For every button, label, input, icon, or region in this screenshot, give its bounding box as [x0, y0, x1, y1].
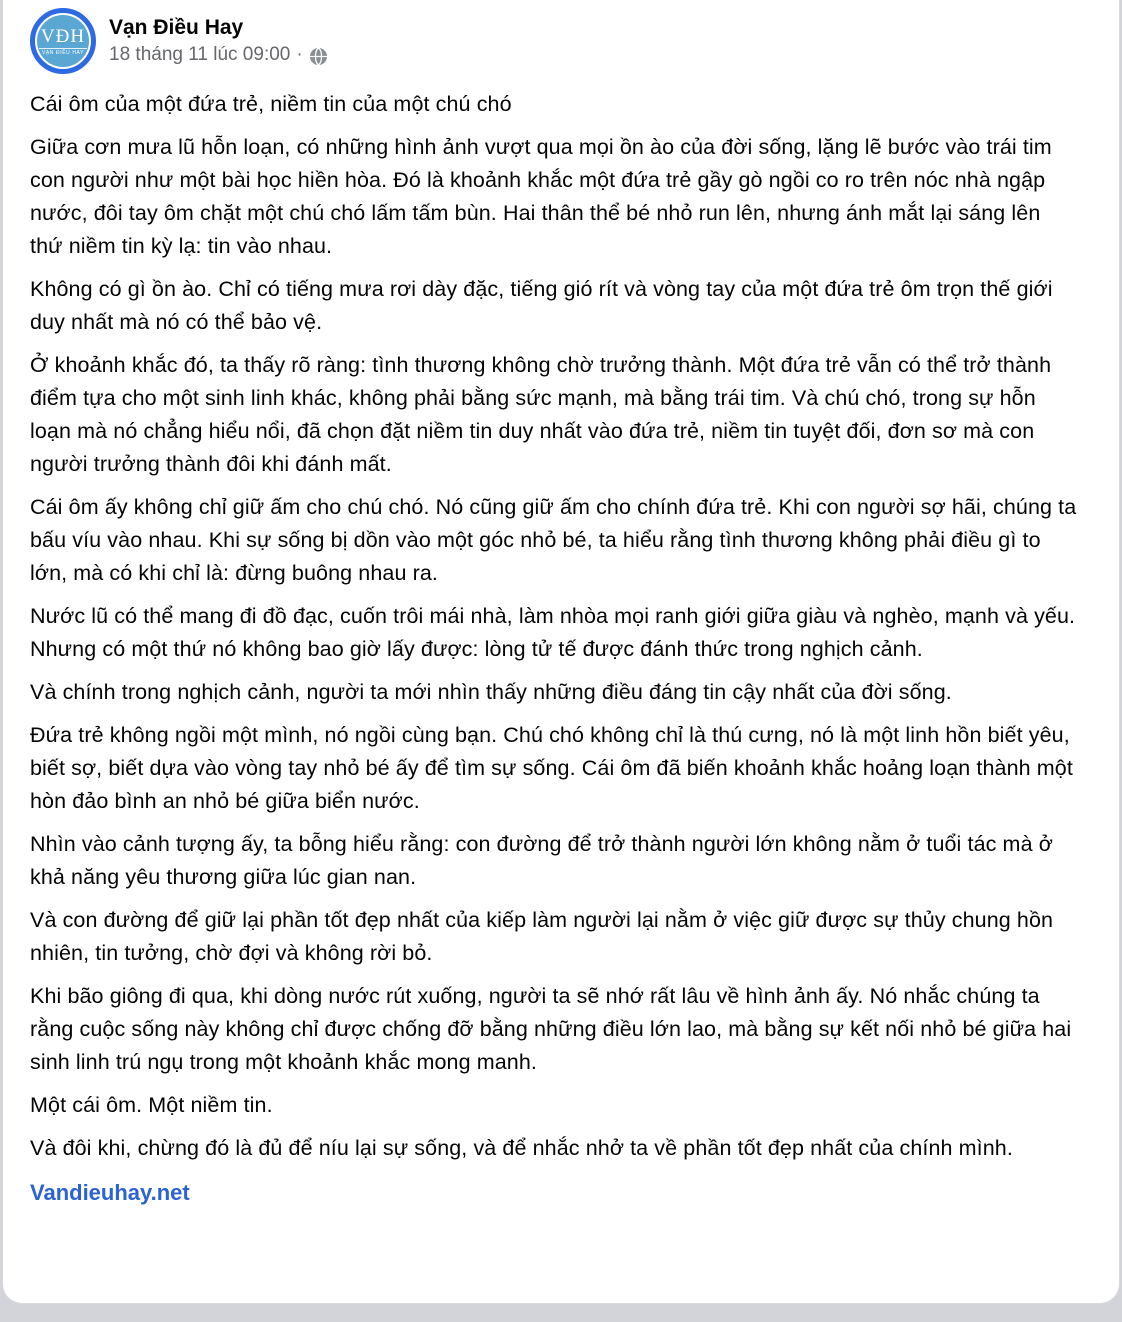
post-paragraph: Ở khoảnh khắc đó, ta thấy rõ ràng: tình thương không chờ trưởng thành. Một đứa trẻ vẫn có thể trở thành điểm tựa cho một sinh linh khác, không phải bằng sức mạnh, mà bằng trái tim. Và chú chó, trong sự hỗn loạn mà nó chẳng hiểu nổi, đã chọn đặt niềm tin duy nhất vào đứa trẻ, niềm tin tuyệt đối, đơn sơ mà con người trưởng thành đôi khi đánh mất. [30, 353, 1052, 476]
post-paragraph: Cái ôm ấy không chỉ giữ ấm cho chú chó. Nó cũng giữ ấm cho chính đứa trẻ. Khi con người sợ hãi, chúng ta bấu víu vào nhau. Khi sự sống bị dồn vào một góc nhỏ bé, ta hiểu rằng tình thương không phải điều gì to lớn, mà có khi chỉ là: đừng buông nhau ra. [30, 495, 1077, 585]
globe-icon [309, 47, 328, 66]
post-paragraph: Nhìn vào cảnh tượng ấy, ta bỗng hiểu rằng: con đường để trở thành người lớn không nằm ở tuổi tác mà ở khả năng yêu thương giữa lúc gian nan. [30, 832, 1053, 889]
meta-dot-separator: · [296, 44, 303, 65]
post-header [30, 6, 1077, 78]
page-avatar-logo [37, 15, 89, 67]
post-timestamp[interactable]: 18 tháng 11 lúc 09:00 [109, 44, 291, 65]
post-body [30, 88, 1077, 1165]
post-header-text [109, 15, 328, 67]
page-avatar[interactable] [30, 8, 96, 74]
post-meta [109, 43, 328, 67]
post-paragraph: Giữa cơn mưa lũ hỗn loạn, có những hình ảnh vượt qua mọi ồn ào của đời sống, lặng lẽ bước vào trái tim con người như một bài học hiền hòa. Đó là khoảnh khắc một đứa trẻ gầy gò ngồi co ro trên nóc nhà ngập nước, đôi tay ôm chặt một chú chó lấm tấm bùn. Hai thân thể bé nhỏ run lên, nhưng ánh mắt lại sáng lên thứ niềm tin kỳ lạ: tin vào nhau. [30, 135, 1052, 258]
avatar-initials-text: VĐH [40, 25, 86, 47]
avatar-subtext: VẠN ĐIỀU HAY [41, 49, 85, 56]
post-paragraph: Và con đường để giữ lại phần tốt đẹp nhất của kiếp làm người lại nằm ở việc giữ được sự thủy chung hồn nhiên, tin tưởng, chờ đợi và không rời bỏ. [30, 908, 1054, 965]
post-paragraph: Và chính trong nghịch cảnh, người ta mới nhìn thấy những điều đáng tin cậy nhất của đời sống. [30, 680, 952, 704]
post-paragraph: Và đôi khi, chừng đó là đủ để níu lại sự sống, và để nhắc nhở ta về phần tốt đẹp nhất của chính mình. [30, 1136, 1013, 1160]
facebook-post-card [2, 0, 1120, 1304]
post-paragraph: Cái ôm của một đứa trẻ, niềm tin của một chú chó [30, 92, 512, 116]
post-paragraph: Nước lũ có thể mang đi đồ đạc, cuốn trôi mái nhà, làm nhòa mọi ranh giới giữa giàu và nghèo, mạnh và yếu. Nhưng có một thứ nó không bao giờ lấy được: lòng tử tế được đánh thức trong nghịch cảnh. [30, 604, 1076, 661]
page-name[interactable]: Vạn Điều Hay [109, 16, 244, 39]
post-paragraph: Khi bão giông đi qua, khi dòng nước rút xuống, người ta sẽ nhớ rất lâu về hình ảnh ấy. Nó nhắc chúng ta rằng cuộc sống này không chỉ được chống đỡ bằng những điều lớn lao, mà bằng sự kết nối nhỏ bé giữa hai sinh linh trú ngụ trong một khoảnh khắc mong manh. [30, 984, 1072, 1074]
post-paragraph: Không có gì ồn ào. Chỉ có tiếng mưa rơi dày đặc, tiếng gió rít và vòng tay của một đứa trẻ ôm trọn thế giới duy nhất mà nó có thể bảo vệ. [30, 277, 1053, 334]
post-link-vandieuhay[interactable]: Vandieuhay.net [30, 1180, 190, 1205]
post-paragraph: Đứa trẻ không ngồi một mình, nó ngồi cùng bạn. Chú chó không chỉ là thú cưng, nó là một linh hồn biết yêu, biết sợ, biết dựa vào vòng tay nhỏ bé ấy để tìm sự sống. Cái ôm đã biến khoảnh khắc hoảng loạn thành một hòn đảo bình an nhỏ bé giữa biển nước. [30, 723, 1073, 813]
post-paragraph: Một cái ôm. Một niềm tin. [30, 1093, 273, 1117]
